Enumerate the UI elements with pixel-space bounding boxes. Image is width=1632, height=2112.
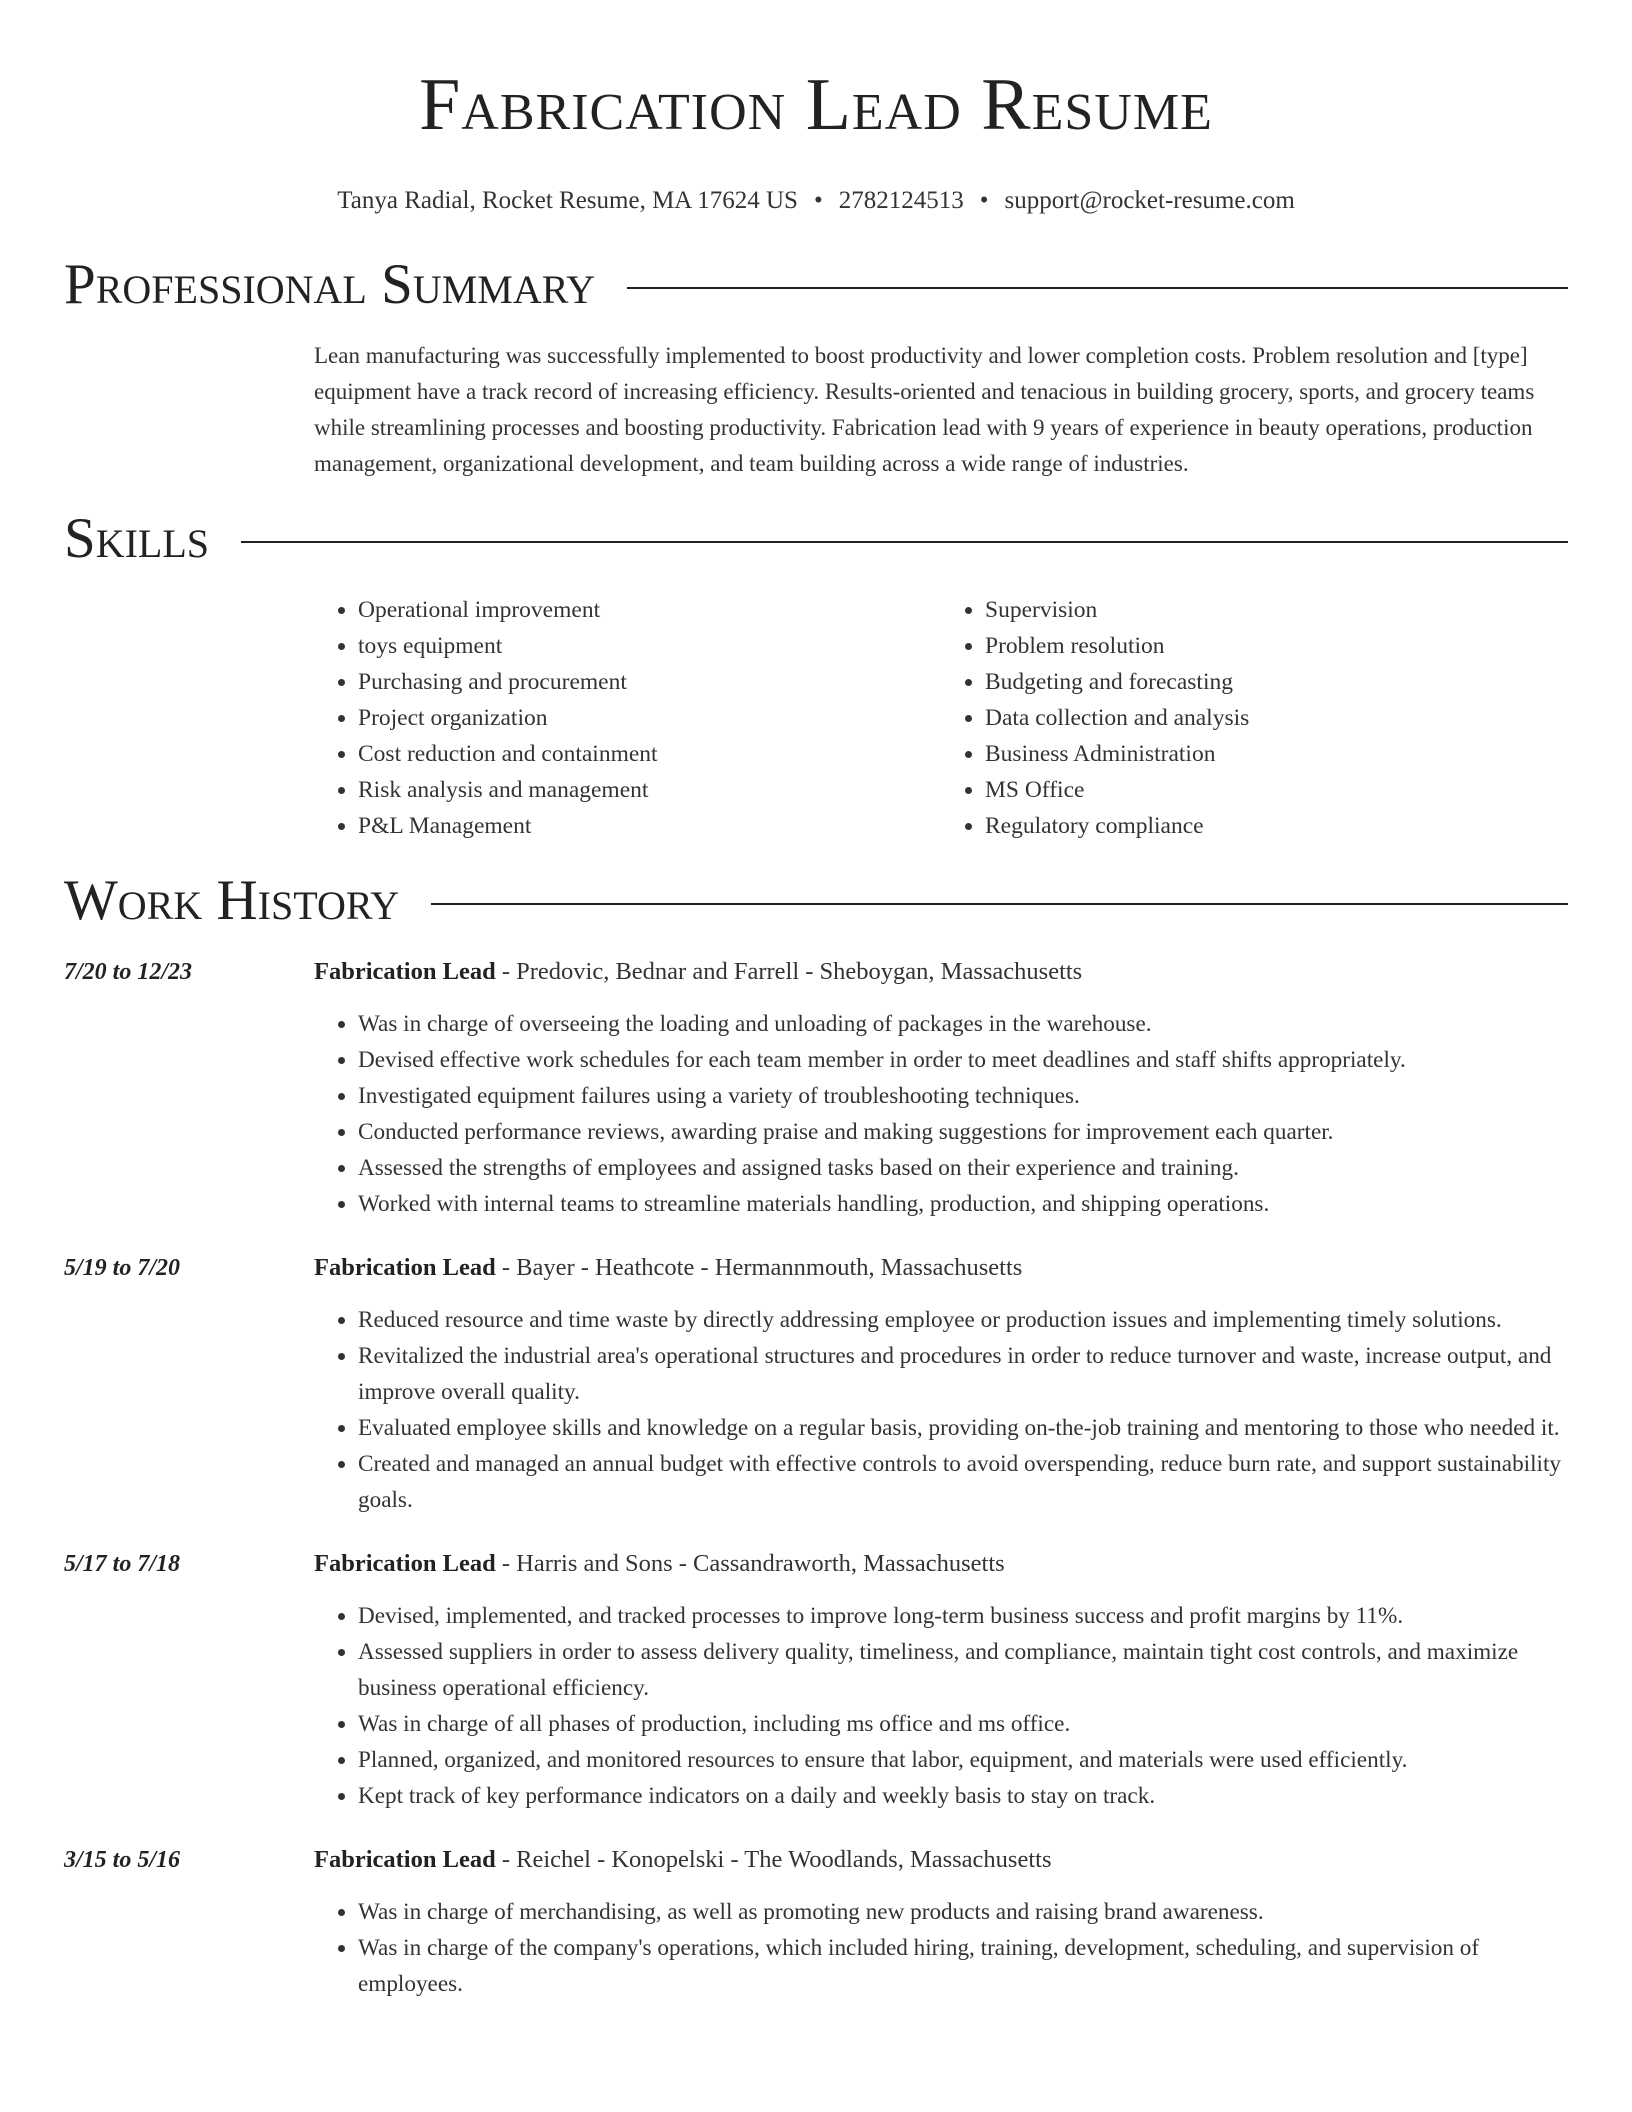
skills-list-left <box>314 592 941 844</box>
section-divider <box>431 903 1568 905</box>
skill-item: • Risk analysis and management <box>358 772 941 808</box>
job-bullet: • Conducted performance reviews, awarding praise and making suggestions for improvement each quarter. <box>358 1114 1568 1150</box>
contact-separator: • <box>979 187 989 214</box>
skill-item: • Problem resolution <box>985 628 1568 664</box>
contact-separator: • <box>813 187 823 214</box>
summary-heading: Professional Summary <box>64 253 596 316</box>
job-bullets <box>314 1894 1568 2002</box>
work-section-header <box>64 870 1568 932</box>
skill-item: • P&L Management <box>358 808 941 844</box>
skill-item: • Budgeting and forecasting <box>985 664 1568 700</box>
job-entry <box>64 1546 1568 1814</box>
job-bullets <box>314 1598 1568 1814</box>
job-bullets <box>314 1302 1568 1518</box>
job-bullet: • Devised effective work schedules for each team member in order to meet deadlines and staff shifts appropriately. <box>358 1042 1568 1078</box>
job-bullet: • Planned, organized, and monitored resources to ensure that labor, equipment, and materials were used efficiently. <box>358 1742 1568 1778</box>
work-heading: Work History <box>64 869 400 932</box>
contact-address: Tanya Radial, Rocket Resume, MA 17624 US <box>337 187 798 214</box>
skill-item: • toys equipment <box>358 628 941 664</box>
job-details: - Harris and Sons - Cassandraworth, Massachusetts <box>495 1550 1005 1577</box>
job-bullets <box>314 1006 1568 1222</box>
job-body <box>314 954 1568 1222</box>
skill-item: • Supervision <box>985 592 1568 628</box>
job-bullet: • Investigated equipment failures using a variety of troubleshooting techniques. <box>358 1078 1568 1114</box>
job-bullet: • Assessed the strengths of employees and assigned tasks based on their experience and training. <box>358 1150 1568 1186</box>
job-bullet: • Was in charge of all phases of production, including ms office and ms office. <box>358 1706 1568 1742</box>
job-details: - Bayer - Heathcote - Hermannmouth, Massachusetts <box>495 1254 1023 1281</box>
job-entry <box>64 1250 1568 1518</box>
skill-item: • Operational improvement <box>358 592 941 628</box>
skill-item: • MS Office <box>985 772 1568 808</box>
job-bullet: • Reduced resource and time waste by directly addressing employee or production issues and implementing timely solutions. <box>358 1302 1568 1338</box>
skill-item: • Data collection and analysis <box>985 700 1568 736</box>
summary-section-header <box>64 254 1568 316</box>
job-body <box>314 1842 1568 2002</box>
work-history-list <box>64 954 1568 2002</box>
contact-line <box>64 186 1568 216</box>
job-entry <box>64 1842 1568 2002</box>
job-dates: 5/19 to 7/20 <box>64 1255 181 1281</box>
section-divider <box>627 287 1568 289</box>
job-dates: 7/20 to 12/23 <box>64 959 193 985</box>
job-bullet: • Assessed suppliers in order to assess delivery quality, timeliness, and compliance, maintain tight cost controls, and maximize business operational efficiency. <box>358 1634 1568 1706</box>
contact-phone: 2782124513 <box>838 187 964 214</box>
section-divider <box>241 541 1568 543</box>
skill-item: • Project organization <box>358 700 941 736</box>
skills-section-header <box>64 508 1568 570</box>
job-bullet: • Created and managed an annual budget with effective controls to avoid overspending, reduce burn rate, and support sustainability goals. <box>358 1446 1568 1518</box>
job-body <box>314 1546 1568 1814</box>
job-details: - Reichel - Konopelski - The Woodlands, Massachusetts <box>495 1846 1052 1873</box>
job-bullet: • Kept track of key performance indicators on a daily and weekly basis to stay on track. <box>358 1778 1568 1814</box>
job-heading <box>314 954 1568 990</box>
job-bullet: • Was in charge of overseeing the loading and unloading of packages in the warehouse. <box>358 1006 1568 1042</box>
skill-item: • Cost reduction and containment <box>358 736 941 772</box>
skill-item: • Business Administration <box>985 736 1568 772</box>
skill-item: • Purchasing and procurement <box>358 664 941 700</box>
summary-text: Lean manufacturing was successfully implemented to boost productivity and lower completion costs. Problem resolution and [type] equipment have a track record of increasing efficiency. Results-oriented and tenacious in building grocery, sports, and grocery teams while streamlining processes and boosting productivity. Fabrication lead with 9 years of experience in beauty operations, production management, organizational development, and team building across a wide range of industries. <box>314 343 1535 476</box>
contact-email[interactable]: support@rocket-resume.com <box>1004 187 1295 214</box>
job-bullet: • Devised, implemented, and tracked processes to improve long-term business success and profit margins by 11%. <box>358 1598 1568 1634</box>
job-heading <box>314 1250 1568 1286</box>
job-heading <box>314 1842 1568 1878</box>
job-heading <box>314 1546 1568 1582</box>
skill-item: • Regulatory compliance <box>985 808 1568 844</box>
job-entry <box>64 954 1568 1222</box>
job-role: Fabrication Lead <box>314 958 496 985</box>
job-bullet: • Evaluated employee skills and knowledge on a regular basis, providing on-the-job training and mentoring to those who needed it. <box>358 1410 1568 1446</box>
job-dates: 3/15 to 5/16 <box>64 1847 181 1873</box>
resume-title: Fabrication Lead Resume <box>419 64 1213 146</box>
job-bullet: • Was in charge of merchandising, as well as promoting new products and raising brand awareness. <box>358 1894 1568 1930</box>
job-role: Fabrication Lead <box>314 1254 496 1281</box>
skills-heading: Skills <box>64 507 210 570</box>
job-bullet: • Worked with internal teams to streamline materials handling, production, and shipping operations. <box>358 1186 1568 1222</box>
job-role: Fabrication Lead <box>314 1550 496 1577</box>
job-bullet: • Revitalized the industrial area's operational structures and procedures in order to reduce turnover and waste, increase output, and improve overall quality. <box>358 1338 1568 1410</box>
skills-grid <box>314 592 1568 844</box>
job-body <box>314 1250 1568 1518</box>
skills-list-right <box>941 592 1568 844</box>
job-details: - Predovic, Bednar and Farrell - Sheboygan, Massachusetts <box>495 958 1083 985</box>
job-bullet: • Was in charge of the company's operations, which included hiring, training, development, scheduling, and supervision of employees. <box>358 1930 1568 2002</box>
job-role: Fabrication Lead <box>314 1846 496 1873</box>
job-dates: 5/17 to 7/18 <box>64 1551 181 1577</box>
